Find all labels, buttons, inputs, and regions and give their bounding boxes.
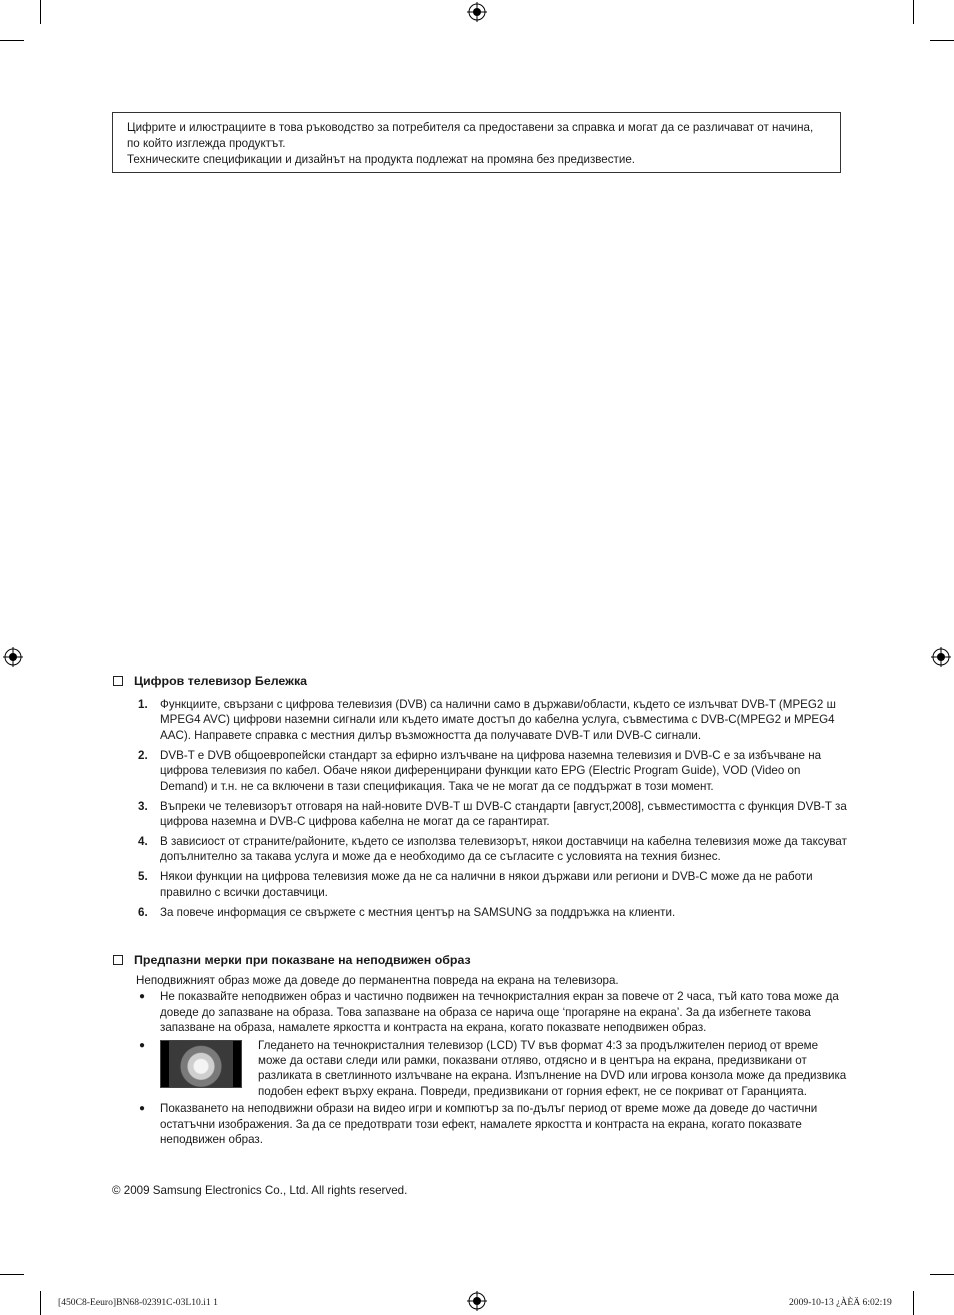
- footer-timestamp: 2009-10-13 ¿ÀÈÄ 6:02:19: [789, 1297, 892, 1308]
- square-bullet-icon: [113, 955, 123, 965]
- disclaimer-box: [112, 112, 841, 173]
- list-item: ● Гледането на течнокристалния телевизор (LCD) TV във формат 4:3 за продължителен период от време може да остави следи или рамки, показвани отляво, отдясно и в центъра на екрана, предизвикани от разликата в светлинното излъчване на екрана. Изпълнение на DVD или игрова конзола може да предизвика подобен ефект върху екрана. Повреди, предизвикани от горния ефект, не се покриват от Гаранцията.: [139, 1038, 847, 1098]
- copyright-text: © 2009 Samsung Electronics Co., Ltd. All rights reserved.: [112, 1184, 408, 1197]
- bullet-icon: ●: [139, 991, 146, 1003]
- numbered-list: [112, 697, 847, 920]
- registration-mark-icon: [467, 2, 487, 22]
- list-item: ● Показването на неподвижни образи на видео игри и компютър за по-дълъг период от време може да доведе до частични остатъчни изображения. За да се предотврати този ефект, намалете яркостта и контраста на екрана, когато показвате неподвижен образ.: [139, 1102, 818, 1147]
- crop-mark: [40, 1291, 41, 1315]
- crop-mark: [0, 1274, 24, 1275]
- crop-mark: [40, 0, 41, 24]
- list-item: ● Не показвайте неподвижен образ и частично подвижен на течнокристалния екран за повече от 2 часа, тъй като това може да доведе до запазване на образа. Това запазване на образа се нарича още ‘прогаряне на екрана’. За да избегнете такова запазване на образа, намалете яркостта и контраста на екрана, когато показвате неподвижен образ.: [139, 990, 839, 1035]
- crop-mark: [930, 1274, 954, 1275]
- registration-mark-icon: [467, 1291, 487, 1311]
- list-item: 6. За повече информация се свържете с местния център на SAMSUNG за поддръжка на клиенти.: [138, 905, 676, 919]
- list-item: 4. В зависиост от страните/районите, където се използва телевизорът, някои доставчици на кабелна телевизия може да таксуват допълнително за такава услуга и може да е необходимо да се съгласите с условията на техния бизнес.: [138, 835, 847, 864]
- disclaimer-text: Техническите спецификации и дизайнът на продукта подлежат на промяна без предизвестие.: [127, 153, 635, 166]
- still-image-section: [112, 952, 847, 1149]
- footer-file-info: [450C8-Eeuro]BN68-02391C-03L10.i1 1: [58, 1297, 218, 1308]
- flower-image: [169, 1041, 233, 1087]
- bullet-icon: ●: [139, 1103, 146, 1115]
- list-item: 5. Някои функции на цифрова телевизия може да не са налични в някои държави или региони и DVB-C може да не работи правилно с всички доставчици.: [138, 870, 813, 899]
- bullet-icon: ●: [139, 1039, 146, 1051]
- square-bullet-icon: [113, 676, 123, 686]
- section-heading: Предпазни мерки при показване на неподвижен образ: [112, 952, 847, 968]
- section-intro: Неподвижният образ може да доведе до перманентна повреда на екрана на телевизора.: [136, 974, 619, 987]
- tv-screen-illustration: [160, 1040, 242, 1088]
- crop-mark: [0, 40, 24, 41]
- crop-mark: [913, 1291, 914, 1315]
- crop-mark: [913, 0, 914, 24]
- digital-tv-note-section: [112, 673, 847, 925]
- registration-mark-icon: [3, 647, 23, 667]
- section-heading: Цифров телевизор Бележка: [112, 673, 847, 689]
- disclaimer-text: Цифрите и илюстрациите в това ръководство за потребителя са предоставени за справка и могат да се различават от начина, по който изглежда продуктът.: [127, 121, 814, 150]
- bullet-list: [112, 989, 847, 1147]
- list-item: 3. Въпреки че телевизорът отговаря на най-новите DVB-T ш DVB-C стандарти [август,2008], съвместимостта с функция DVB-T за цифрова наземна и DVB-C цифрова кабелна не могат да се гарантират.: [138, 799, 847, 829]
- list-item: 1. Функциите, свързани с цифрова телевизия (DVB) са налични само в държави/области, където се излъчват DVB-T (MPEG2 ш MPEG4 AVC) цифрови наземни сигнали или където имате достъп до кабелна услуга, съвместима с DVB-C(MPEG2 и MPEG4 AAC). Направете справка с местния дилър възможността да получавате DVB-T или DVB-C сигнали.: [138, 698, 836, 742]
- list-item: 2. DVB-T е DVB общоевропейски стандарт за ефирно излъчване на цифрова наземна телевизия и DVB-C е за избъчване на цифрова телевизия по кабел. Обаче някои диференцирани функции като EPG (Electric Program Guide), VOD (Video on Demand) и т.н. не са включени в тази спецификация. Така че не могат да се поддържат в този момент.: [138, 748, 822, 793]
- crop-mark: [930, 40, 954, 41]
- registration-mark-icon: [931, 647, 951, 667]
